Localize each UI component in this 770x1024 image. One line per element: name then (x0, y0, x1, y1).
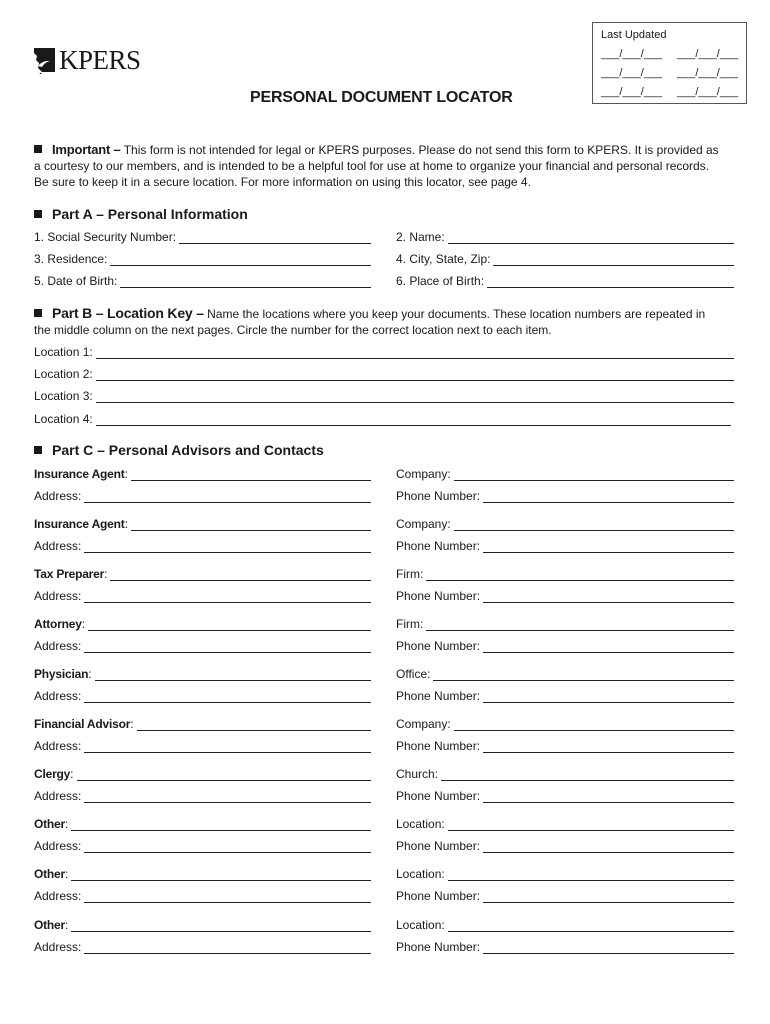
contact-address-field[interactable]: Address: (34, 688, 371, 703)
date-blank[interactable]: ___/___/___ (677, 48, 739, 60)
contact-organization-field[interactable]: Location: (396, 917, 734, 932)
residence-field[interactable]: 3. Residence: (34, 251, 371, 266)
important-lead: Important – (52, 142, 121, 157)
contact-address-field[interactable]: Address: (34, 939, 371, 954)
location-4-field[interactable]: Location 4: (34, 411, 731, 426)
contact-address-field[interactable]: Address: (34, 838, 371, 853)
contact-phone-field[interactable]: Phone Number: (396, 738, 734, 753)
contact-organization-field[interactable]: Location: (396, 816, 734, 831)
city-state-zip-input-line[interactable] (493, 254, 734, 266)
contact-organization-field[interactable]: Church: (396, 766, 734, 781)
contact-phone-field[interactable]: Phone Number: (396, 688, 734, 703)
contact-phone-field[interactable]: Phone Number: (396, 488, 734, 503)
contact-role-field[interactable]: Clergy: (34, 766, 371, 781)
date-blank[interactable]: ___/___/___ (677, 86, 739, 98)
ssn-field[interactable]: 1. Social Security Number: (34, 229, 371, 244)
contact-phone-field[interactable]: Phone Number: (396, 939, 734, 954)
date-of-birth-field[interactable]: 5. Date of Birth: (34, 273, 371, 288)
part-a-heading: Part A – Personal Information (34, 206, 248, 223)
contact-role-field[interactable]: Financial Advisor: (34, 716, 371, 731)
part-b-intro (34, 305, 744, 338)
residence-input-line[interactable] (110, 254, 371, 266)
kpers-logo (33, 45, 141, 75)
bullet-square-icon (34, 145, 42, 153)
city-state-zip-field[interactable]: 4. City, State, Zip: (396, 251, 734, 266)
ssn-input-line[interactable] (179, 232, 371, 244)
contact-address-field[interactable]: Address: (34, 738, 371, 753)
bullet-square-icon (34, 446, 42, 454)
location-3-field[interactable]: Location 3: (34, 388, 734, 403)
part-b-line-2: the middle column on the next pages. Circle the number for the correct location next to each item. (34, 323, 552, 337)
contact-role-field[interactable]: Other: (34, 816, 371, 831)
important-notice (34, 142, 744, 190)
location-1-field[interactable]: Location 1: (34, 344, 734, 359)
date-blank[interactable]: ___/___/___ (677, 67, 739, 79)
contact-role-field[interactable]: Insurance Agent: (34, 516, 371, 531)
contact-phone-field[interactable]: Phone Number: (396, 838, 734, 853)
important-line-2: a courtesy to our members, and is intended to be a helpful tool for use at home to organize your financial and personal records. (34, 159, 710, 173)
name-input-line[interactable] (448, 232, 734, 244)
contact-address-field[interactable]: Address: (34, 488, 371, 503)
contact-role-field[interactable]: Physician: (34, 666, 371, 681)
contact-organization-field[interactable]: Company: (396, 716, 734, 731)
place-of-birth-field[interactable]: 6. Place of Birth: (396, 273, 734, 288)
contact-role-field[interactable]: Insurance Agent: (34, 466, 371, 481)
part-b-heading: Part B – Location Key – (52, 305, 204, 321)
last-updated-box (592, 22, 747, 104)
important-line-1: This form is not intended for legal or KPERS purposes. Please do not send this form to KPERS. It is provided as (123, 143, 719, 157)
contact-phone-field[interactable]: Phone Number: (396, 788, 734, 803)
important-line-3: Be sure to keep it in a secure location. For more information on using this locator, see page 4. (34, 175, 531, 189)
contact-address-field[interactable]: Address: (34, 588, 371, 603)
contact-phone-field[interactable]: Phone Number: (396, 888, 734, 903)
contact-phone-field[interactable]: Phone Number: (396, 538, 734, 553)
contact-address-field[interactable]: Address: (34, 638, 371, 653)
part-c-heading: Part C – Personal Advisors and Contacts (34, 442, 324, 459)
logo-text: KPERS (59, 45, 141, 75)
date-blank[interactable]: ___/___/___ (601, 86, 663, 98)
location-2-field[interactable]: Location 2: (34, 366, 734, 381)
contact-role-field[interactable]: Other: (34, 917, 371, 932)
contact-phone-field[interactable]: Phone Number: (396, 638, 734, 653)
contact-phone-field[interactable]: Phone Number: (396, 588, 734, 603)
date-blank[interactable]: ___/___/___ (601, 67, 663, 79)
bullet-square-icon (34, 309, 42, 317)
contact-organization-field[interactable]: Company: (396, 516, 734, 531)
last-updated-label: Last Updated (601, 29, 667, 41)
contact-address-field[interactable]: Address: (34, 538, 371, 553)
contact-organization-field[interactable]: Office: (396, 666, 734, 681)
date-of-birth-input-line[interactable] (120, 276, 371, 288)
part-b-line-1: Name the locations where you keep your documents. These location numbers are repeated in (207, 307, 706, 321)
place-of-birth-input-line[interactable] (487, 276, 734, 288)
contact-address-field[interactable]: Address: (34, 888, 371, 903)
name-field[interactable]: 2. Name: (396, 229, 734, 244)
page-title: PERSONAL DOCUMENT LOCATOR (250, 89, 513, 106)
contact-role-field[interactable]: Attorney: (34, 616, 371, 631)
kansas-map-icon (33, 46, 57, 74)
contact-organization-field[interactable]: Location: (396, 866, 734, 881)
bullet-square-icon (34, 210, 42, 218)
contact-role-field[interactable]: Tax Preparer: (34, 566, 371, 581)
contact-organization-field[interactable]: Company: (396, 466, 734, 481)
contact-organization-field[interactable]: Firm: (396, 616, 734, 631)
date-blank[interactable]: ___/___/___ (601, 48, 663, 60)
contact-organization-field[interactable]: Firm: (396, 566, 734, 581)
contact-role-field[interactable]: Other: (34, 866, 371, 881)
contact-address-field[interactable]: Address: (34, 788, 371, 803)
